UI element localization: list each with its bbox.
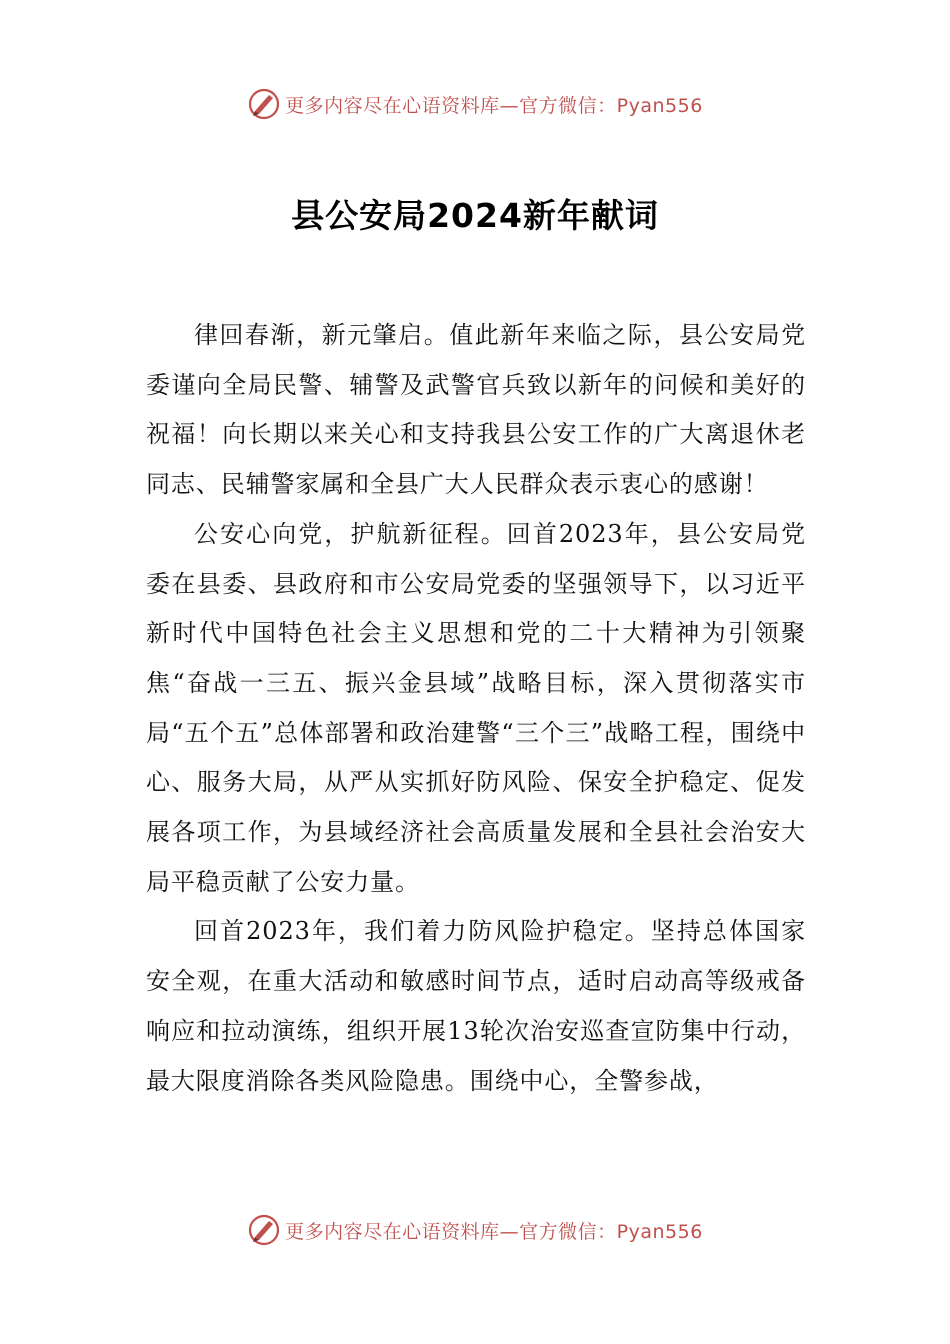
paragraph-1: 律回春渐，新元肇启。值此新年来临之际，县公安局党委谨向全局民警、辅警及武警官兵致以新年的问候和美好的祝福！向长期以来关心和支持我县公安工作的广大离退休老同志、民辅警家属和全县广大人民群众表示衷心的感谢！ <box>146 321 806 499</box>
document-body <box>146 311 806 1106</box>
footer-banner <box>0 1210 950 1250</box>
header-banner-text: 更多内容尽在心语资料库—官方微信：Pyan556 <box>285 94 703 117</box>
paragraph-2: 公安心向党，护航新征程。回首2023年，县公安局党委在县委、县政府和市公安局党委的坚强领导下，以习近平新时代中国特色社会主义思想和党的二十大精神为引领聚焦“奋战一三五、振兴金县域”战略目标，深入贯彻落实市局“五个五”总体部署和政治建警“三个三”战略工程，围绕中心、服务大局，从严从实抓好防风险、保安全护稳定、促发展各项工作，为县域经济社会高质量发展和全县社会治安大局平稳贡献了公安力量。 <box>146 519 806 896</box>
footer-banner-text: 更多内容尽在心语资料库—官方微信：Pyan556 <box>285 1220 703 1243</box>
pen-logo-icon <box>247 1213 281 1247</box>
paragraph-3: 回首2023年，我们着力防风险护稳定。坚持总体国家安全观，在重大活动和敏感时间节点，适时启动高等级戒备响应和拉动演练，组织开展13轮次治安巡查宣防集中行动，最大限度消除各类风险隐患。围绕中心，全警参战， <box>146 917 806 1095</box>
pen-logo-icon <box>247 87 281 121</box>
document-title: 县公安局2024新年献词 <box>291 196 659 236</box>
header-banner <box>0 84 950 124</box>
